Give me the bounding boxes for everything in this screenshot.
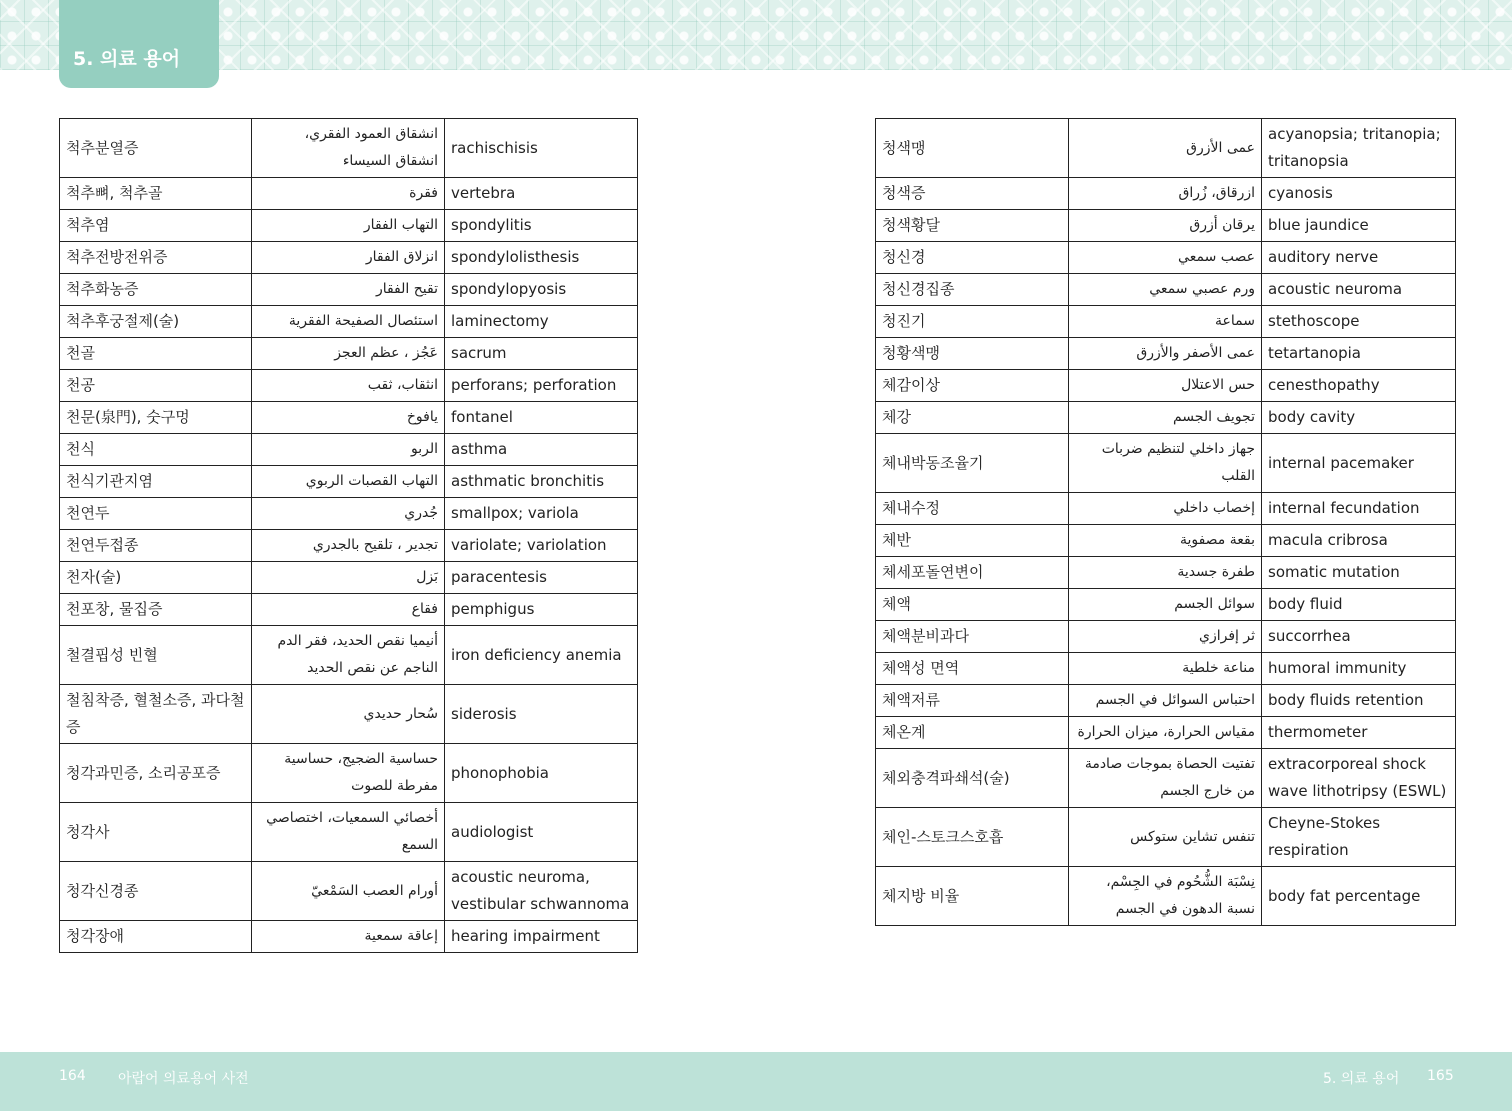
table-row — [60, 685, 638, 744]
table-row — [60, 434, 638, 466]
english-term: vertebra — [445, 178, 638, 210]
table-row — [60, 626, 638, 685]
table-row — [876, 525, 1456, 557]
english-term: audiologist — [445, 803, 638, 862]
table-row — [876, 749, 1456, 808]
table-row — [876, 210, 1456, 242]
english-term: macula cribrosa — [1262, 525, 1456, 557]
chapter-tab — [59, 0, 219, 88]
korean-term: 체온계 — [876, 717, 1069, 749]
korean-term: 천골 — [60, 338, 252, 370]
table-row — [60, 210, 638, 242]
table-row — [876, 242, 1456, 274]
korean-term: 체외충격파쇄석(술) — [876, 749, 1069, 808]
korean-term: 체액분비과다 — [876, 621, 1069, 653]
korean-term: 천식기관지염 — [60, 466, 252, 498]
korean-term: 체인-스토크스호흡 — [876, 808, 1069, 867]
korean-term: 척추분열증 — [60, 119, 252, 178]
english-term: stethoscope — [1262, 306, 1456, 338]
english-term: variolate; variolation — [445, 530, 638, 562]
english-term: iron deficiency anemia — [445, 626, 638, 685]
english-term: sacrum — [445, 338, 638, 370]
korean-term: 체내박동조율기 — [876, 434, 1069, 493]
korean-term: 천공 — [60, 370, 252, 402]
footer-chapter-label: 5. 의료 용어 — [1323, 1071, 1400, 1087]
english-term: acyanopsia; tritanopia; tritanopsia — [1262, 119, 1456, 178]
chapter-tab-label: 5. 의료 용어 — [73, 48, 181, 70]
arabic-term: الربو — [252, 434, 445, 466]
arabic-term: فقرة — [252, 178, 445, 210]
arabic-term: تجدير ، تلقيح بالجدري — [252, 530, 445, 562]
table-row — [876, 434, 1456, 493]
korean-term: 천연두접종 — [60, 530, 252, 562]
arabic-term: سوائل الجسم — [1069, 589, 1262, 621]
arabic-term: بقعة مصفوية — [1069, 525, 1262, 557]
table-row — [60, 803, 638, 862]
english-term: humoral immunity — [1262, 653, 1456, 685]
korean-term: 척추화농증 — [60, 274, 252, 306]
arabic-term: جُدري — [252, 498, 445, 530]
korean-term: 청색황달 — [876, 210, 1069, 242]
table-row — [60, 921, 638, 953]
right-page-number: 165 — [1427, 1068, 1454, 1084]
table-row — [60, 178, 638, 210]
english-term: asthma — [445, 434, 638, 466]
korean-term: 체액성 면역 — [876, 653, 1069, 685]
english-term: body fluid — [1262, 589, 1456, 621]
english-term: asthmatic bronchitis — [445, 466, 638, 498]
korean-term: 체지방 비율 — [876, 867, 1069, 926]
korean-term: 체세포돌연변이 — [876, 557, 1069, 589]
english-term: extracorporeal shock wave lithotripsy (ESWL) — [1262, 749, 1456, 808]
right-glossary-table — [875, 118, 1456, 926]
table-row — [876, 717, 1456, 749]
arabic-term: عَجُز ، عظم العجز — [252, 338, 445, 370]
arabic-term: استئصال الصفيحة الفقرية — [252, 306, 445, 338]
english-term: tetartanopia — [1262, 338, 1456, 370]
left-glossary-table — [59, 118, 638, 953]
arabic-term: إعاقة سمعية — [252, 921, 445, 953]
korean-term: 체반 — [876, 525, 1069, 557]
arabic-term: ثر إفرازي — [1069, 621, 1262, 653]
korean-term: 청색증 — [876, 178, 1069, 210]
english-term: thermometer — [1262, 717, 1456, 749]
table-row — [60, 402, 638, 434]
english-term: internal pacemaker — [1262, 434, 1456, 493]
table-row — [876, 867, 1456, 926]
table-row — [876, 589, 1456, 621]
english-term: spondylopyosis — [445, 274, 638, 306]
table-row — [60, 242, 638, 274]
arabic-term: طفرة جسدية — [1069, 557, 1262, 589]
table-row — [876, 402, 1456, 434]
english-term: body fat percentage — [1262, 867, 1456, 926]
english-term: hearing impairment — [445, 921, 638, 953]
arabic-term: مناعة خلطية — [1069, 653, 1262, 685]
arabic-term: إخصاب داخلي — [1069, 493, 1262, 525]
table-row — [60, 338, 638, 370]
korean-term: 체내수정 — [876, 493, 1069, 525]
arabic-term: عصب سمعي — [1069, 242, 1262, 274]
arabic-term: تقيح الفقار — [252, 274, 445, 306]
english-term: auditory nerve — [1262, 242, 1456, 274]
english-term: cyanosis — [1262, 178, 1456, 210]
arabic-term: عمى الأصفر والأزرق — [1069, 338, 1262, 370]
arabic-term: انزلاق الفقار — [252, 242, 445, 274]
arabic-term: انشقاق العمود الفقري، انشقاق السيساء — [252, 119, 445, 178]
arabic-term: أورام العصب السَمْعيّ — [252, 862, 445, 921]
table-row — [876, 685, 1456, 717]
english-term: acoustic neuroma — [1262, 274, 1456, 306]
english-term: body fluids retention — [1262, 685, 1456, 717]
table-row — [60, 370, 638, 402]
table-row — [60, 498, 638, 530]
table-row — [876, 493, 1456, 525]
arabic-term: مقياس الحرارة، ميزان الحرارة — [1069, 717, 1262, 749]
arabic-term: يرقان أزرق — [1069, 210, 1262, 242]
english-term: body cavity — [1262, 402, 1456, 434]
arabic-term: ورم عصبي سمعي — [1069, 274, 1262, 306]
arabic-term: نِسْبَة الشُّحُوم في الجِسْم، نسبة الدهون في الجسم — [1069, 867, 1262, 926]
arabic-term: سُحار حديدي — [252, 685, 445, 744]
arabic-term: حس الاعتلال — [1069, 370, 1262, 402]
table-row — [60, 862, 638, 921]
korean-term: 체강 — [876, 402, 1069, 434]
table-row — [876, 557, 1456, 589]
korean-term: 척추뼈, 척추골 — [60, 178, 252, 210]
english-term: siderosis — [445, 685, 638, 744]
arabic-term: تنفس تشاين ستوكس — [1069, 808, 1262, 867]
arabic-term: انثقاب، ثقب — [252, 370, 445, 402]
english-term: Cheyne-Stokes respiration — [1262, 808, 1456, 867]
header-pattern-band — [0, 0, 1512, 70]
arabic-term: سماعة — [1069, 306, 1262, 338]
korean-term: 청각신경종 — [60, 862, 252, 921]
english-term: laminectomy — [445, 306, 638, 338]
table-row — [876, 119, 1456, 178]
english-term: somatic mutation — [1262, 557, 1456, 589]
table-row — [60, 562, 638, 594]
footer-band — [0, 1052, 1512, 1111]
table-row — [60, 119, 638, 178]
table-row — [876, 178, 1456, 210]
korean-term: 청진기 — [876, 306, 1069, 338]
korean-term: 척추전방전위증 — [60, 242, 252, 274]
korean-term: 체액 — [876, 589, 1069, 621]
korean-term: 청신경 — [876, 242, 1069, 274]
korean-term: 청황색맹 — [876, 338, 1069, 370]
table-row — [876, 306, 1456, 338]
korean-term: 천문(泉門), 숫구멍 — [60, 402, 252, 434]
korean-term: 체액저류 — [876, 685, 1069, 717]
table-row — [60, 530, 638, 562]
korean-term: 천포창, 물집증 — [60, 594, 252, 626]
table-row — [876, 653, 1456, 685]
english-term: rachischisis — [445, 119, 638, 178]
left-page-number: 164 — [59, 1068, 86, 1084]
english-term: cenesthopathy — [1262, 370, 1456, 402]
table-row — [60, 466, 638, 498]
arabic-term: تجويف الجسم — [1069, 402, 1262, 434]
english-term: succorrhea — [1262, 621, 1456, 653]
korean-term: 청신경집종 — [876, 274, 1069, 306]
arabic-term: احتباس السوائل في الجسم — [1069, 685, 1262, 717]
english-term: spondylitis — [445, 210, 638, 242]
korean-term: 천식 — [60, 434, 252, 466]
table-row — [60, 306, 638, 338]
korean-term: 천자(술) — [60, 562, 252, 594]
korean-term: 청각사 — [60, 803, 252, 862]
arabic-term: حساسية الضجيج، حساسية مفرطة للصوت — [252, 744, 445, 803]
english-term: acoustic neuroma, vestibular schwannoma — [445, 862, 638, 921]
arabic-term: أنيميا نقص الحديد، فقر الدم الناجم عن نقص الحديد — [252, 626, 445, 685]
table-row — [876, 338, 1456, 370]
korean-term: 청각과민증, 소리공포증 — [60, 744, 252, 803]
arabic-term: عمى الأزرق — [1069, 119, 1262, 178]
arabic-term: التهاب القصبات الربوي — [252, 466, 445, 498]
korean-term: 청색맹 — [876, 119, 1069, 178]
english-term: perforans; perforation — [445, 370, 638, 402]
english-term: pemphigus — [445, 594, 638, 626]
table-row — [60, 274, 638, 306]
english-term: smallpox; variola — [445, 498, 638, 530]
english-term: internal fecundation — [1262, 493, 1456, 525]
korean-term: 체감이상 — [876, 370, 1069, 402]
arabic-term: التهاب الفقار — [252, 210, 445, 242]
book-title: 아랍어 의료용어 사전 — [118, 1071, 249, 1087]
english-term: phonophobia — [445, 744, 638, 803]
arabic-term: أخصائي السمعيات، اختصاصي السمع — [252, 803, 445, 862]
table-row — [876, 274, 1456, 306]
arabic-term: تفتيت الحصاة بموجات صادمة من خارج الجسم — [1069, 749, 1262, 808]
table-row — [876, 808, 1456, 867]
table-row — [876, 621, 1456, 653]
arabic-term: يافوخ — [252, 402, 445, 434]
korean-term: 철침착증, 혈철소증, 과다철증 — [60, 685, 252, 744]
table-row — [876, 370, 1456, 402]
arabic-term: ازرقاق، زُراق — [1069, 178, 1262, 210]
korean-term: 척추염 — [60, 210, 252, 242]
korean-term: 청각장애 — [60, 921, 252, 953]
arabic-term: فقاع — [252, 594, 445, 626]
arabic-term: بَزل — [252, 562, 445, 594]
english-term: blue jaundice — [1262, 210, 1456, 242]
table-row — [60, 594, 638, 626]
table-row — [60, 744, 638, 803]
korean-term: 천연두 — [60, 498, 252, 530]
english-term: spondylolisthesis — [445, 242, 638, 274]
english-term: paracentesis — [445, 562, 638, 594]
korean-term: 척추후궁절제(술) — [60, 306, 252, 338]
korean-term: 철결핍성 빈혈 — [60, 626, 252, 685]
english-term: fontanel — [445, 402, 638, 434]
arabic-term: جهاز داخلي لتنظيم ضربات القلب — [1069, 434, 1262, 493]
